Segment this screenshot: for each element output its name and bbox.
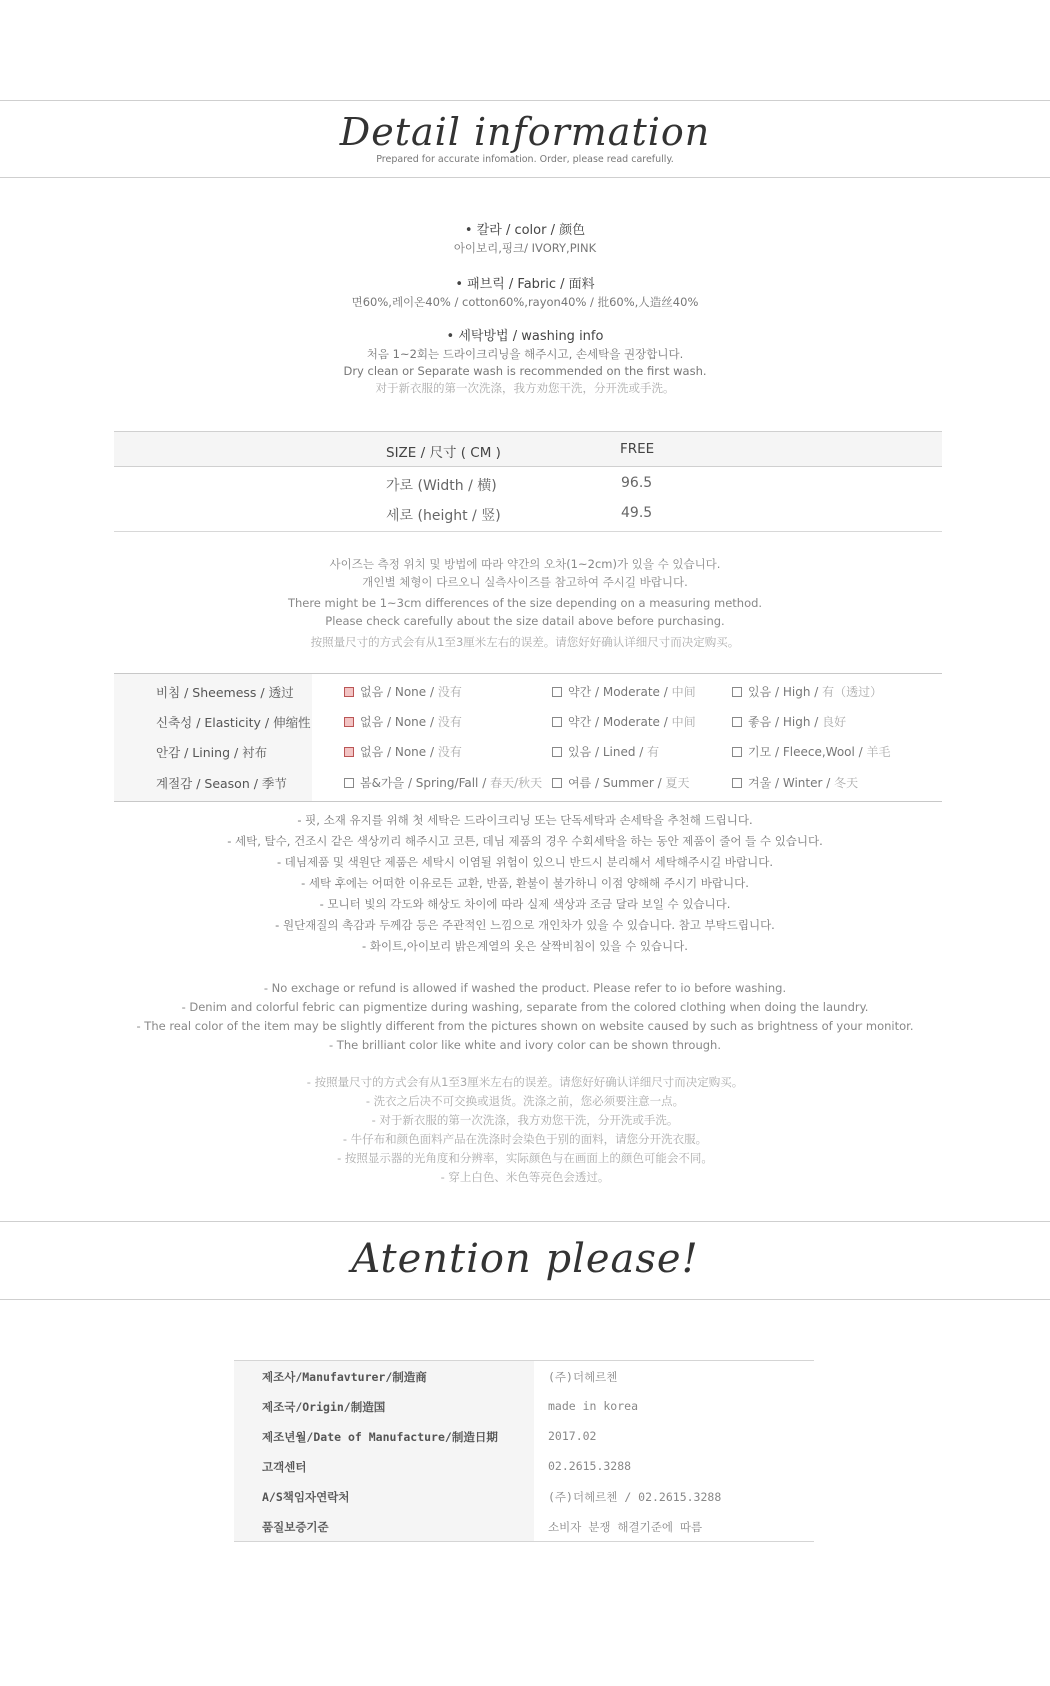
info-key: A/S책임자연락처 xyxy=(262,1490,350,1504)
attribute-row-lining xyxy=(114,736,942,766)
note-line: - 핏, 소재 유지를 위해 첫 세탁은 드라이크리닝 또는 단독세탁과 손세탁을 추천해 드립니다. xyxy=(297,813,753,827)
info-value: (주)더헤르첸 xyxy=(548,1370,618,1384)
option: 봄&가을 / Spring/Fall / 春天/秋天 xyxy=(344,774,542,791)
option: 기모 / Fleece,Wool / 羊毛 xyxy=(732,743,891,760)
checkbox-icon xyxy=(344,778,354,788)
attribute-label: 계절감 / Season / 季节 xyxy=(156,776,287,791)
size-table-bottom xyxy=(114,531,942,532)
checkbox-checked-icon xyxy=(344,747,354,757)
option: 있음 / High / 有（透过） xyxy=(732,683,882,700)
note-line: - The brilliant color like white and ivory color can be shown through. xyxy=(329,1038,721,1052)
checkbox-icon xyxy=(732,778,742,788)
page-subtitle: Prepared for accurate infomation. Order, please read carefully. xyxy=(376,154,674,165)
info-row xyxy=(234,1421,814,1451)
spec-line: Dry clean or Separate wash is recommended on the first wash. xyxy=(343,364,707,378)
option: 있음 / Lined / 有 xyxy=(552,743,659,760)
checkbox-icon xyxy=(732,747,742,757)
option: 겨울 / Winter / 冬天 xyxy=(732,774,858,791)
note-line: - The real color of the item may be slightly different from the pictures shown on website caused by such as brightness of your monitor. xyxy=(136,1019,914,1033)
checkbox-icon xyxy=(732,717,742,727)
attribute-label: 안감 / Lining / 衬布 xyxy=(156,745,268,760)
care-notes-ko xyxy=(0,810,1050,957)
option: 없음 / None / 没有 xyxy=(344,743,462,760)
spec-heading: • 패브릭 / Fabric / 面料 xyxy=(455,277,595,292)
note-line: - 세탁 후에는 어떠한 이유로든 교환, 반품, 환불이 불가하니 이점 양해해 주시기 바랍니다. xyxy=(301,876,749,890)
info-key: 품질보증기준 xyxy=(262,1520,329,1534)
attribute-row-season xyxy=(114,767,942,797)
top-divider xyxy=(0,100,1050,101)
care-notes-en xyxy=(0,979,1050,1055)
option: 좋음 / High / 良好 xyxy=(732,713,846,730)
attribute-label: 비침 / Sheemess / 透过 xyxy=(156,685,294,700)
attribute-label: 신축성 / Elasticity / 伸缩性 xyxy=(156,715,311,730)
note-line: - 모니터 빛의 각도와 해상도 차이에 따라 실제 색상과 조금 달라 보일 수 있습니다. xyxy=(319,897,731,911)
note-line: - 洗衣之后决不可交换或退货。洗涤之前，您必须要注意一点。 xyxy=(365,1094,685,1108)
size-row-label: 세로 (height / 竖) xyxy=(386,508,501,524)
info-row xyxy=(234,1391,814,1421)
option: 약간 / Moderate / 中间 xyxy=(552,713,696,730)
size-note-cn: 按照量尺寸的方式会有从1至3厘米左右的误差。请您好好确认详细尺寸而决定购买。 xyxy=(310,635,740,649)
size-table-header xyxy=(114,431,942,467)
info-key: 제조국/Origin/制造国 xyxy=(262,1400,386,1414)
size-note-en: Please check carefully about the size datail above before purchasing. xyxy=(325,613,725,628)
size-header-label: SIZE / 尺寸 ( CM ) xyxy=(386,445,501,461)
size-table xyxy=(114,431,942,532)
note-line: - 对于新衣服的第一次洗涤，我方劝您干洗，分开洗或手洗。 xyxy=(371,1113,679,1127)
care-notes-cn xyxy=(0,1073,1050,1187)
spec-fabric xyxy=(0,276,1050,311)
spec-line: 对于新衣服的第一次洗涤，我方劝您干洗，分开洗或手洗。 xyxy=(375,381,675,395)
size-row-value: 49.5 xyxy=(621,505,653,521)
size-note-ko: 개인별 체형이 다르오니 실측사이즈를 참고하여 주시길 바랍니다. xyxy=(362,574,688,589)
checkbox-icon xyxy=(552,778,562,788)
product-info-table xyxy=(234,1360,814,1542)
note-line: - 按照显示器的光角度和分辨率，实际颜色与在画面上的颜色可能会不同。 xyxy=(337,1151,713,1165)
checkbox-icon xyxy=(552,717,562,727)
checkbox-icon xyxy=(552,687,562,697)
size-header-value: FREE xyxy=(620,441,655,457)
attention-top-divider xyxy=(0,1221,1050,1222)
note-line: - 按照量尺寸的方式会有从1至3厘米左右的误差。请您好好确认详细尺寸而决定购买。 xyxy=(306,1075,744,1089)
size-notes xyxy=(0,556,1050,652)
spec-color xyxy=(0,222,1050,257)
option: 약간 / Moderate / 中间 xyxy=(552,683,696,700)
header-bottom-divider xyxy=(0,177,1050,178)
info-value: 02.2615.3288 xyxy=(548,1459,632,1473)
spec-line: 아이보리,핑크/ IVORY,PINK xyxy=(453,241,597,255)
note-line: - No exchage or refund is allowed if washed the product. Please refer to io before washing. xyxy=(263,981,787,995)
spec-line: 면60%,레이온40% / cotton60%,rayon40% / 批60%,人造丝40% xyxy=(351,295,699,309)
info-key: 고객센터 xyxy=(262,1460,307,1474)
info-value: (주)더헤르첸 / 02.2615.3288 xyxy=(548,1490,722,1504)
checkbox-checked-icon xyxy=(344,717,354,727)
size-row xyxy=(114,499,942,529)
size-row-value: 96.5 xyxy=(621,475,653,491)
checkbox-icon xyxy=(732,687,742,697)
info-row xyxy=(234,1361,814,1391)
info-value: 2017.02 xyxy=(548,1429,597,1443)
option: 여름 / Summer / 夏天 xyxy=(552,774,689,791)
note-line: - 데님제품 및 색원단 제품은 세탁시 이염될 위험이 있으니 반드시 분리해서 세탁해주시길 바랍니다. xyxy=(276,855,774,869)
attribute-table xyxy=(114,673,942,802)
note-line: - 穿上白色、米色等亮色会透过。 xyxy=(440,1170,610,1184)
attribute-row-sheerness xyxy=(114,676,942,706)
attribute-row-elasticity xyxy=(114,706,942,736)
attention-bottom-divider xyxy=(0,1299,1050,1300)
spec-washing xyxy=(0,328,1050,397)
checkbox-checked-icon xyxy=(344,687,354,697)
option: 없음 / None / 没有 xyxy=(344,683,462,700)
note-line: - Denim and colorful febric can pigmentize during washing, separate from the colored clothing when doing the laundry. xyxy=(181,1000,869,1014)
page-title: Detail information xyxy=(339,110,711,154)
checkbox-icon xyxy=(552,747,562,757)
size-note-en: There might be 1~3cm differences of the size depending on a measuring method. xyxy=(287,596,763,610)
info-value: 소비자 분쟁 해결기준에 따름 xyxy=(548,1520,703,1534)
info-row xyxy=(234,1511,814,1541)
note-line: - 세탁, 탈수, 건조시 같은 색상끼리 해주시고 코튼, 데님 제품의 경우 수회세탁을 하는 동안 제품이 줄어 들 수 있습니다. xyxy=(227,834,823,848)
size-row-label: 가로 (Width / 横) xyxy=(386,478,497,494)
info-value: made in korea xyxy=(548,1399,639,1413)
info-key: 제조사/Manufavturer/制造商 xyxy=(262,1370,427,1384)
spec-line: 처음 1~2회는 드라이크리닝을 해주시고, 손세탁을 권장합니다. xyxy=(366,347,684,361)
attention-title: Atention please! xyxy=(351,1236,699,1282)
info-row xyxy=(234,1481,814,1511)
note-line: - 牛仔布和颜色面料产品在洗涤时会染色于别的面料，请您分开洗衣服。 xyxy=(342,1132,708,1146)
info-row xyxy=(234,1451,814,1481)
note-line: - 원단재질의 촉감과 두께감 등은 주관적인 느낌으로 개인차가 있을 수 있습니다. 참고 부탁드립니다. xyxy=(275,918,775,932)
option: 없음 / None / 没有 xyxy=(344,713,462,730)
note-line: - 화이트,아이보리 밝은계열의 옷은 살짝비침이 있을 수 있습니다. xyxy=(362,939,688,953)
size-note-ko: 사이즈는 측정 위치 및 방법에 따라 약간의 오차(1~2cm)가 있을 수 있습니다. xyxy=(329,557,721,571)
size-row xyxy=(114,469,942,499)
info-key: 제조년월/Date of Manufacture/制造日期 xyxy=(262,1430,498,1444)
spec-heading: • 칼라 / color / 颜色 xyxy=(464,223,586,238)
spec-heading: • 세탁방법 / washing info xyxy=(446,329,604,344)
